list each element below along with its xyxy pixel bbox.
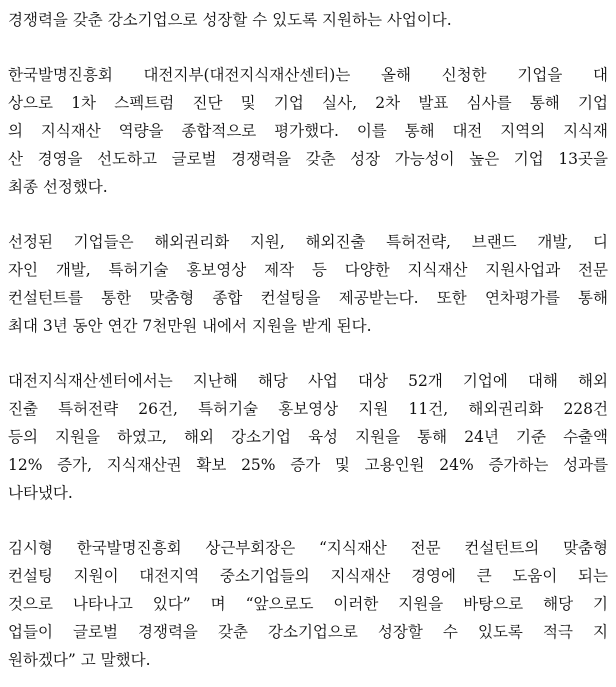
text-line: 나타냈다. bbox=[8, 484, 73, 502]
text-line: 12% 증가, 지식재산권 확보 25% 증가 및 고용인원 24% 증가하는 성과를 bbox=[8, 456, 608, 474]
paragraph-quote bbox=[8, 534, 608, 674]
text-line: 한국발명진흥회 대전지부(대전지식재산센터)는 올해 신청한 기업을 대 bbox=[8, 66, 608, 84]
text-line: 경쟁력을 갖춘 강소기업으로 성장할 수 있도록 지원하는 사업이다. bbox=[8, 11, 452, 29]
paragraph-gap bbox=[8, 507, 608, 534]
text-line: 것으로 나타나고 있다” 며 “앞으로도 이러한 지원을 바탕으로 해당 기 bbox=[8, 595, 608, 613]
paragraph-intro-tail bbox=[8, 6, 608, 34]
text-line: 의 지식재산 역량을 종합적으로 평가했다. 이를 통해 대전 지역의 지식재 bbox=[8, 122, 608, 140]
text-line: 컨설턴트를 통한 맞춤형 종합 컨설팅을 제공받는다. 또한 연차평가를 통해 bbox=[8, 289, 608, 307]
text-line: 선정된 기업들은 해외권리화 지원, 해외진출 특허전략, 브랜드 개발, 디 bbox=[8, 233, 608, 251]
paragraph-results bbox=[8, 367, 608, 507]
text-line: 산 경영을 선도하고 글로벌 경쟁력을 갖춘 성장 가능성이 높은 기업 13곳을 bbox=[8, 150, 608, 168]
text-line: 진출 특허전략 26건, 특허기술 홍보영상 지원 11건, 해외권리화 228건 bbox=[8, 400, 608, 418]
text-line: 등의 지원을 하였고, 해외 강소기업 육성 지원을 통해 24년 기준 수출액 bbox=[8, 428, 608, 446]
paragraph-gap bbox=[8, 340, 608, 367]
text-line: 컨설팅 지원이 대전지역 중소기업들의 지식재산 경영에 큰 도움이 되는 bbox=[8, 567, 608, 585]
text-line: 김시형 한국발명진흥회 상근부회장은 “지식재산 전문 컨설턴트의 맞춤형 bbox=[8, 539, 608, 557]
text-line: 상으로 1차 스펙트럼 진단 및 기업 실사, 2차 발표 심사를 통해 기업 bbox=[8, 94, 608, 112]
paragraph-gap bbox=[8, 201, 608, 228]
text-line: 최종 선정했다. bbox=[8, 178, 108, 196]
paragraph-support-programs bbox=[8, 228, 608, 340]
text-line: 대전지식재산센터에서는 지난해 해당 사업 대상 52개 기업에 대해 해외 bbox=[8, 372, 608, 390]
text-line: 최대 3년 동안 연간 7천만원 내에서 지원을 받게 된다. bbox=[8, 317, 372, 335]
paragraph-selection-process bbox=[8, 61, 608, 201]
article-body bbox=[8, 6, 608, 674]
text-line: 자인 개발, 특허기술 홍보영상 제작 등 다양한 지식재산 지원사업과 전문 bbox=[8, 261, 608, 279]
paragraph-gap bbox=[8, 34, 608, 61]
text-line: 원하겠다” 고 말했다. bbox=[8, 651, 151, 669]
text-line: 업들이 글로벌 경쟁력을 갖춘 강소기업으로 성장할 수 있도록 적극 지 bbox=[8, 623, 608, 641]
